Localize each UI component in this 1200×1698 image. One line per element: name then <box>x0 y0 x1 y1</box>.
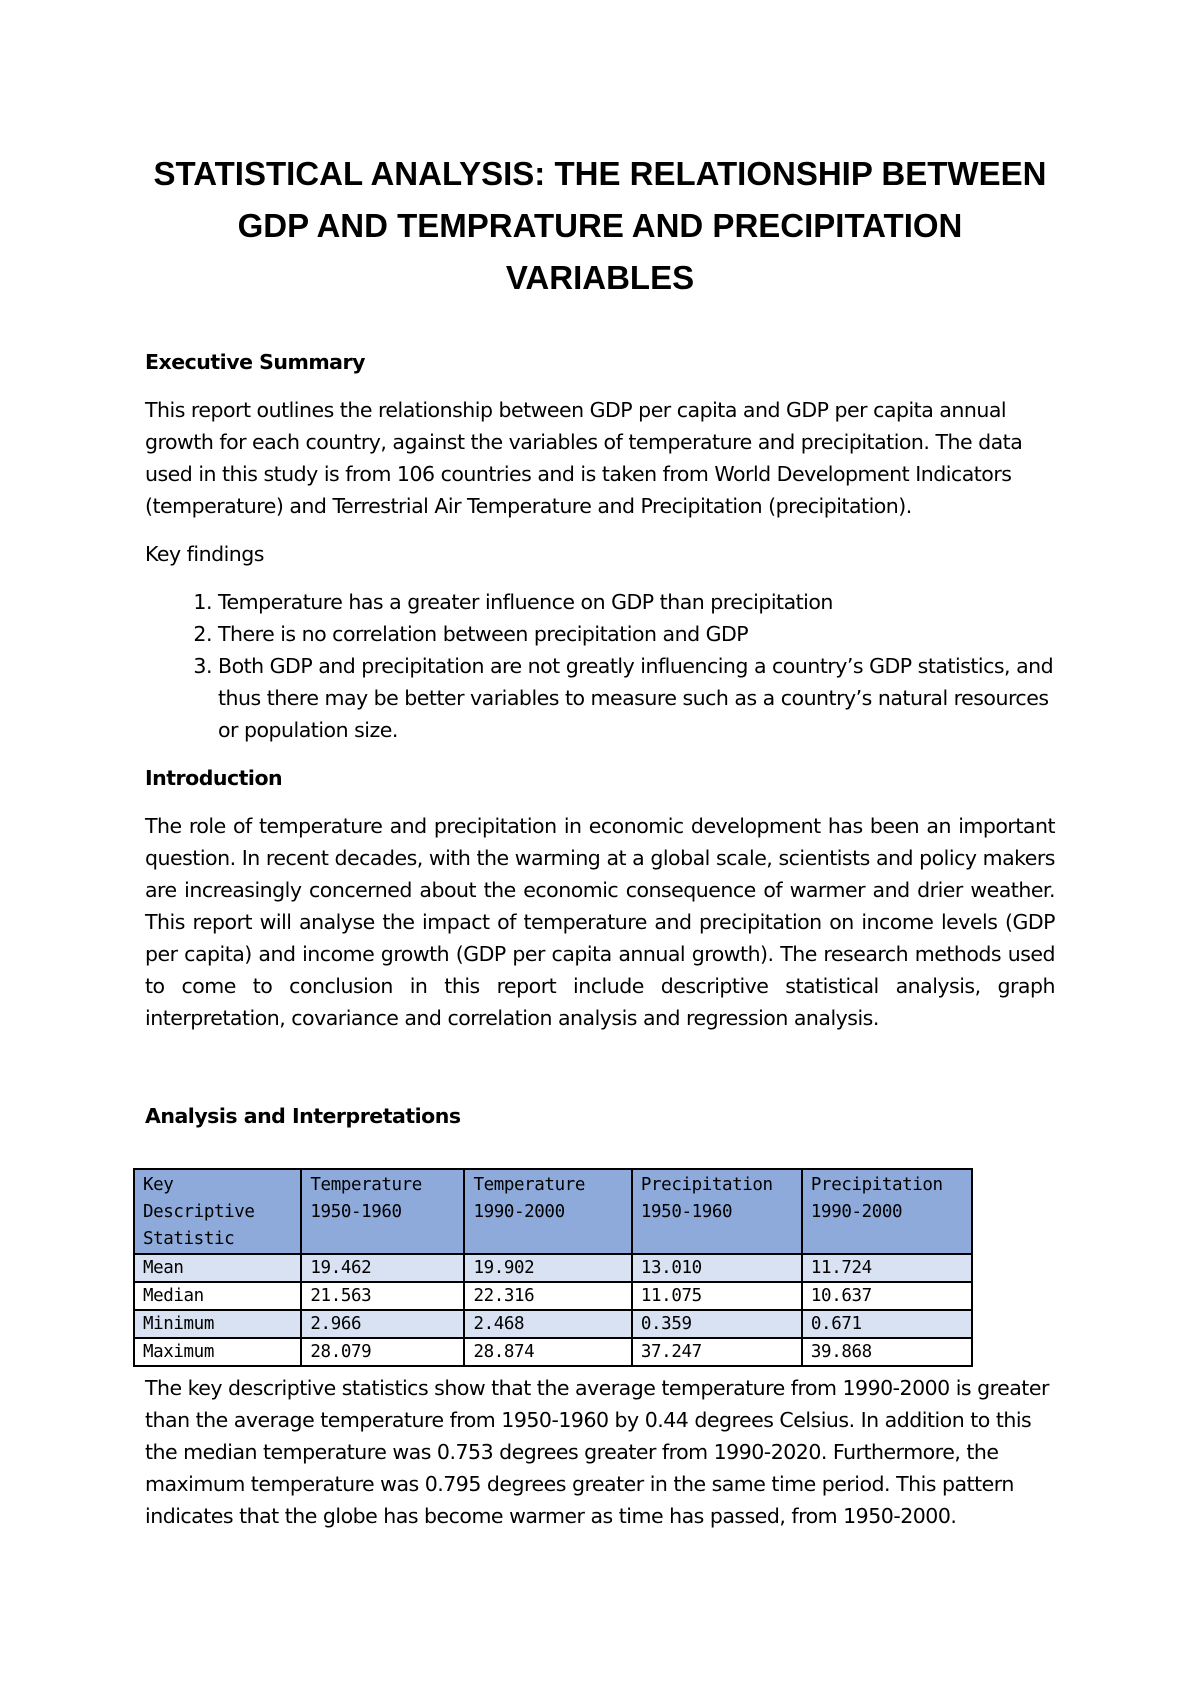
table-cell: 13.010 <box>632 1254 802 1282</box>
analysis-heading: Analysis and Interpretations <box>145 1104 461 1128</box>
table-cell: Mean <box>134 1254 301 1282</box>
table-cell: 21.563 <box>301 1282 464 1310</box>
table-cell: 22.316 <box>464 1282 631 1310</box>
table-row <box>134 1254 972 1282</box>
table-header-cell: Temperature 1990-2000 <box>464 1169 631 1254</box>
table-cell: Minimum <box>134 1310 301 1338</box>
introduction-paragraph: The role of temperature and precipitation in economic development has been an important question. In recent decades, with the warming at a global scale, scientists and policy makers are increasingly concerned about the economic consequence of warmer and drier weather. This report will analyse the impact of temperature and precipitation on income levels (GDP per capita) and income growth (GDP per capita annual growth). The research methods used to come to conclusion in this report include descriptive statistical analysis, graph interpretation, covariance and correlation analysis and regression analysis. <box>145 814 1055 1030</box>
table-cell: 11.075 <box>632 1282 802 1310</box>
table-header-cell: Temperature 1950-1960 <box>301 1169 464 1254</box>
table-cell: 10.637 <box>802 1282 972 1310</box>
table-cell: 19.462 <box>301 1254 464 1282</box>
key-findings-heading: Key findings <box>145 542 264 566</box>
key-findings-section <box>145 538 1055 746</box>
table-cell: 39.868 <box>802 1338 972 1366</box>
executive-summary-paragraph: This report outlines the relationship between GDP per capita and GDP per capita annual growth for each country, against the variables of temperature and precipitation. The data used in this study is from 106 countries and is taken from World Development Indicators (temperature) and Terrestrial Air Temperature and Precipitation (precipitation). <box>145 398 1023 518</box>
table-cell: 0.359 <box>632 1310 802 1338</box>
table-header-cell: Precipitation 1950-1960 <box>632 1169 802 1254</box>
table-cell: 11.724 <box>802 1254 972 1282</box>
table-header-cell: Precipitation 1990-2000 <box>802 1169 972 1254</box>
table-row <box>134 1338 972 1366</box>
table-header-cell: Key Descriptive Statistic <box>134 1169 301 1254</box>
list-item: 3. Both GDP and precipitation are not greatly influencing a country’s GDP statistics, and thus there may be better variables to measure such as a country’s natural resources or population size. <box>218 650 1055 746</box>
table-cell: 19.902 <box>464 1254 631 1282</box>
table-cell: 28.079 <box>301 1338 464 1366</box>
table-header-row <box>134 1169 972 1254</box>
table-cell: 28.874 <box>464 1338 631 1366</box>
key-findings-list <box>145 586 1055 746</box>
document-title: STATISTICAL ANALYSIS: THE RELATIONSHIP BETWEEN GDP AND TEMPRATURE AND PRECIPITATION VARIABLES <box>153 155 1047 296</box>
table-cell: 0.671 <box>802 1310 972 1338</box>
table-cell: 2.966 <box>301 1310 464 1338</box>
table-cell: 37.247 <box>632 1338 802 1366</box>
executive-summary-section <box>145 346 1055 522</box>
executive-summary-heading: Executive Summary <box>145 350 365 374</box>
list-item: 2. There is no correlation between precipitation and GDP <box>218 618 1055 650</box>
table-row <box>134 1310 972 1338</box>
table-cell: Median <box>134 1282 301 1310</box>
table-cell: 2.468 <box>464 1310 631 1338</box>
analysis-paragraph: The key descriptive statistics show that the average temperature from 1990-2000 is greater than the average temperature from 1950-1960 by 0.44 degrees Celsius. In addition to this the median temperature was 0.753 degrees greater from 1990-2020. Furthermore, the maximum temperature was 0.795 degrees greater in the same time period. This pattern indicates that the globe has become warmer as time has passed, from 1950-2000. <box>145 1376 1049 1528</box>
analysis-heading-block <box>145 1100 1055 1132</box>
table-cell: Maximum <box>134 1338 301 1366</box>
list-item: 1. Temperature has a greater influence on GDP than precipitation <box>218 586 1055 618</box>
descriptive-statistics-table <box>133 1168 973 1367</box>
introduction-section <box>145 762 1055 1034</box>
analysis-section <box>145 1372 1055 1532</box>
table-row <box>134 1282 972 1310</box>
introduction-heading: Introduction <box>145 766 283 790</box>
